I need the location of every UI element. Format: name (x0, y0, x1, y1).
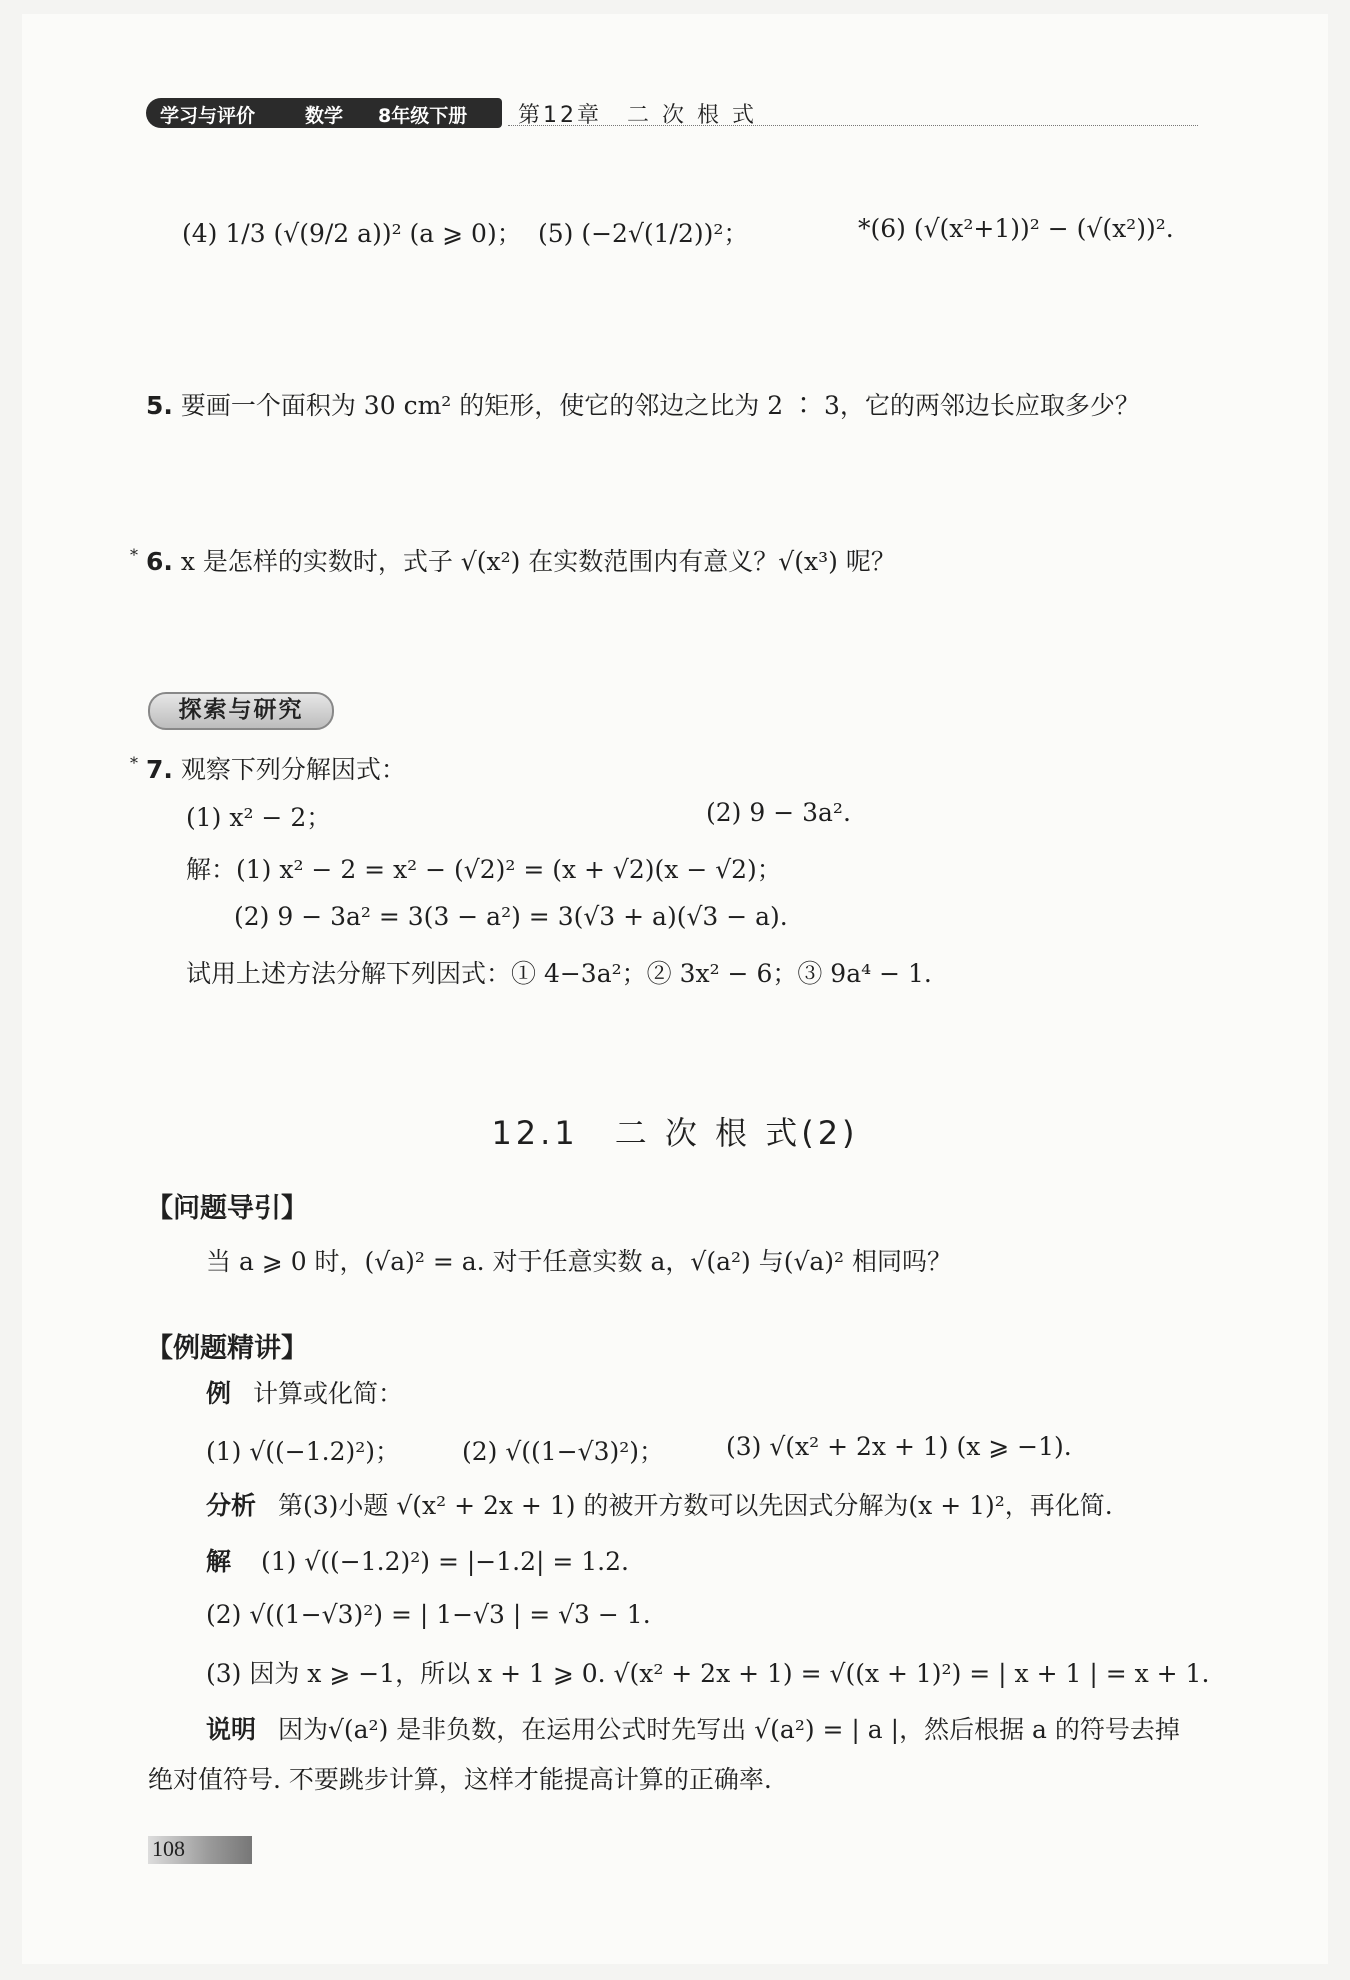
solution-line-1 (206, 1542, 629, 1578)
example-prompt: 计算或化简： (252, 1379, 403, 1408)
solution-step-1: (1) √((−1.2)²) = |−1.2| = 1.2. (260, 1547, 629, 1576)
optional-star: * (130, 753, 138, 773)
solution-label: 解 (206, 1547, 232, 1576)
example-prompt-line (206, 1374, 403, 1410)
guide-heading: 【问题导引】 (146, 1193, 308, 1224)
example-heading: 【例题精讲】 (146, 1333, 308, 1364)
solution-step-3: (3) 因为 x ⩾ −1，所以 x + 1 ⩾ 0. √(x² + 2x + 1) = √((x + 1)²) = | x + 1 | = x + 1. (206, 1659, 1210, 1688)
q4-item-6: *(6) (√(x²+1))² − (√(x²))². (858, 214, 1174, 243)
q7-solution-2: (2) 9 − 3a² = 3(3 − a²) = 3(√3 + a)(√3 − a). (234, 902, 788, 931)
question-text: x 是怎样的实数时，式子 √(x²) 在实数范围内有意义？√(x³) 呢？ (180, 547, 896, 576)
optional-star: * (130, 545, 138, 565)
question-intro: 观察下列分解因式： (180, 755, 406, 784)
q7-task: 试用上述方法分解下列因式：① 4−3a²；② 3x² − 6；③ 9a⁴ − 1. (186, 959, 932, 988)
q4-item-4: (4) 1/3 (√(9/2 a))² (a ⩾ 0)； (182, 219, 522, 248)
note-line-1 (206, 1710, 1180, 1746)
header-series: 学习与评价 (160, 105, 256, 127)
header-subject: 数学 (305, 105, 344, 127)
example-problem-3: (3) √(x² + 2x + 1) (x ⩾ −1). (726, 1432, 1072, 1461)
header-grade: 8年级下册 (378, 105, 468, 127)
header-rule (508, 125, 1198, 126)
example-label: 例 (206, 1379, 232, 1408)
guide-text: 当 a ⩾ 0 时，(√a)² = a. 对于任意实数 a，√(a²) 与(√a)² 相同吗？ (206, 1247, 953, 1276)
question-number: 7. (145, 755, 173, 784)
header-chapter: 第12章 二 次 根 式 (518, 103, 757, 128)
q7-solution-1: 解：(1) x² − 2 = x² − (√2)² = (x + √2)(x − √2)； (186, 855, 782, 884)
section-title: 12.1 二 次 根 式(2) (491, 1114, 859, 1152)
analysis-label: 分析 (206, 1491, 257, 1520)
analysis-line (206, 1486, 1113, 1522)
note-text-2: 绝对值符号. 不要跳步计算，这样才能提高计算的正确率. (148, 1765, 772, 1794)
solution-step-2: (2) √((1−√3)²) = | 1−√3 | = √3 − 1. (206, 1600, 651, 1629)
analysis-text: 第(3)小题 √(x² + 2x + 1) 的被开方数可以先因式分解为(x + 1)²，再化简. (277, 1491, 1113, 1520)
example-problem-1: (1) √((−1.2)²)； (206, 1437, 401, 1466)
page-number: 108 (152, 1836, 185, 1861)
note-label: 说明 (206, 1715, 257, 1744)
question-number: 6. (145, 547, 173, 576)
q7-example-2: (2) 9 − 3a². (706, 798, 851, 827)
question-7 (130, 750, 406, 786)
q4-item-5: (5) (−2√(1/2))²； (538, 219, 749, 248)
explore-badge: 探索与研究 (148, 692, 334, 730)
q7-example-1: (1) x² − 2； (186, 803, 332, 832)
question-6 (130, 542, 896, 578)
example-problem-2: (2) √((1−√3)²)； (462, 1437, 665, 1466)
note-text-1: 因为√(a²) 是非负数，在运用公式时先写出 √(a²) = | a |，然后根据 a 的符号去掉 (277, 1715, 1180, 1744)
question-text: 要画一个面积为 30 cm² 的矩形，使它的邻边之比为 2 ∶ 3，它的两邻边长应取多少？ (180, 391, 1140, 420)
question-number: 5. (146, 391, 173, 420)
question-5 (146, 386, 1140, 422)
